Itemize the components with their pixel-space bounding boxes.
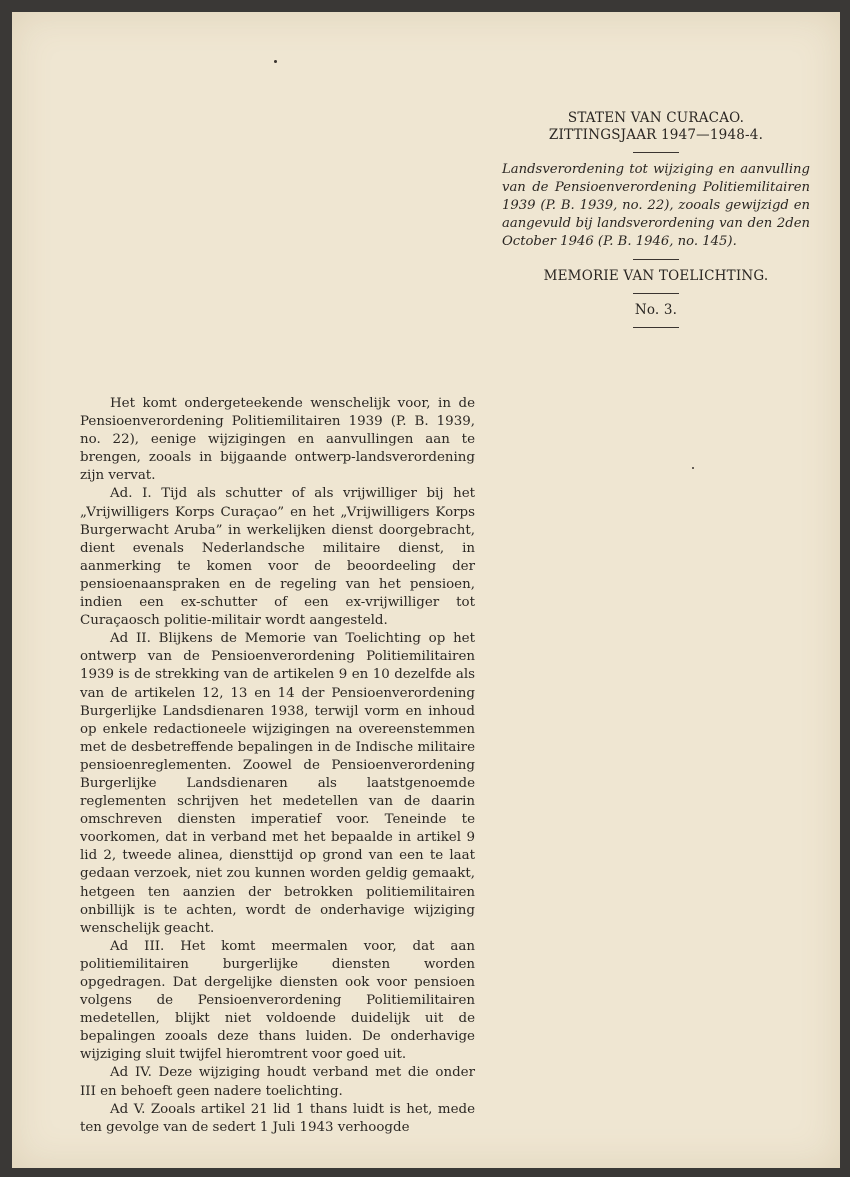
document-header [498,110,814,336]
ordinance-title: Landsverordening tot wijziging en aanvulling van de Pensioenverordening Politiemilitairen 1939 (P. B. 1939, no. 22), zooals gewijzigd en aangevuld bij landsverordening van den 2den October 1946 (P. B. 1946, no. 145). [502,162,810,249]
divider [633,259,679,260]
paragraph-ad-i: Ad. I. Tijd als schutter of als vrijwilliger bij het „Vrijwilligers Korps Curaçao” en het „Vrijwilligers Korps Burgerwacht Aruba” in werkelijken dienst doorgebracht, dient evenals Nederlandsche militaire dienst, in aanmerking te komen voor de beoordeeling der pensioenaanspraken en de regeling van het pensioen, indien een ex-schutter of een ex-vrijwilliger tot Curaçaosch politie-militair wordt aangesteld. [80,486,475,629]
memorie-heading: MEMORIE VAN TOELICHTING. [543,268,769,284]
paragraph-intro: Het komt ondergeteekende wenschelijk voor, in de Pensioenverordening Politiemilitairen 1939 (P. B. 1939, no. 22), eenige wijzigingen en aanvullingen aan te brengen, zooals in bijgaande ontwerp-landsverordening zijn vervat. [80,396,475,484]
paragraph-ad-iii: Ad III. Het komt meermalen voor, dat aan politiemilitairen burgerlijke diensten worden opgedragen. Dat dergelijke diensten ook voor pensioen volgens de Pensioenverordening Politiemilitairen medetellen, blijkt niet voldoende duidelijk uit de bepalingen zooals deze thans luiden. De onderhavige wijziging sluit twijfel hieromtrent voor goed uit. [80,938,475,1063]
ink-speck [692,467,694,469]
session-year: ZITTINGSJAAR 1947—1948-4. [548,127,764,143]
document-page [12,12,840,1168]
paragraph-ad-iv: Ad IV. Deze wijziging houdt verband met die onder III en behoeft geen nadere toelichting. [80,1065,475,1099]
paragraph-ad-v: Ad V. Zooals artikel 21 lid 1 thans luidt is het, mede ten gevolge van de sedert 1 Juli 1943 verhoogde [80,1101,475,1135]
paragraph-ad-ii: Ad II. Blijkens de Memorie van Toelichting op het ontwerp van de Pensioenverordening Politiemilitairen 1939 is de strekking van de artikelen 9 en 10 dezelfde als van de artikelen 12, 13 en 14 der Pensioenverordening Burgerlijke Landsdienaren 1938, terwijl vorm en inhoud op enkele redactioneele wijzigingen na overeenstemmen met de desbetreffende bepalingen in de Indische militaire pensioenreglementen. Zoowel de Pensioenverordening Burgerlijke Landsdienaren als laatstgenoemde reglementen schrijven het medetellen van de daarin omschreven diensten imperatief voor. Teneinde te voorkomen, dat in verband met het bepaalde in artikel 9 lid 2, tweede alinea, diensttijd op grond van een te laat gedaan verzoek, niet zou kunnen worden geldig gemaakt, hetgeen ten aanzien der betrokken politiemilitairen onbillijk is te achten, wordt de onderhavige wijziging wenschelijk geacht. [80,631,475,936]
divider [633,327,679,328]
document-number: No. 3. [634,302,678,318]
memorandum-body [80,395,475,1137]
divider [633,152,679,153]
ink-speck [274,60,277,63]
assembly-title: STATEN VAN CURACAO. [567,110,745,126]
divider [633,293,679,294]
